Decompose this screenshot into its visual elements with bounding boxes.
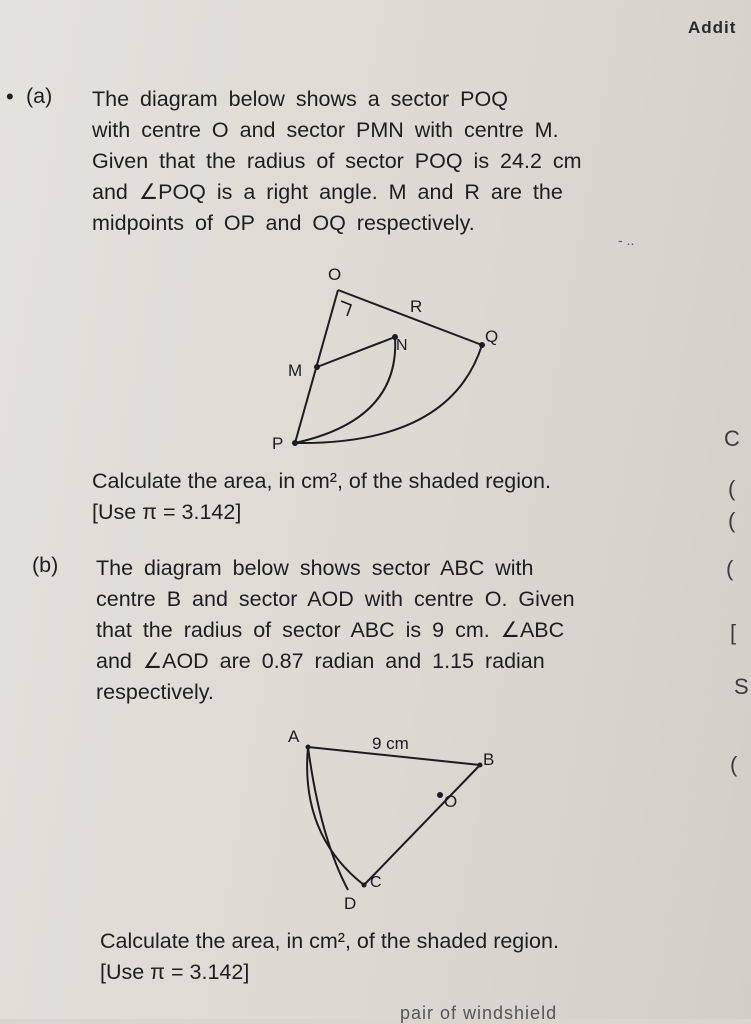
label-d: D <box>344 894 357 913</box>
margin-mark-4: ( <box>726 556 734 581</box>
part-b-label: (b) <box>32 553 59 577</box>
part-a-line-3: Given that the radius of sector POQ is 24.2 cm <box>92 149 582 173</box>
part-a-question-2: [Use π = 3.142] <box>92 500 242 524</box>
label-a: A <box>288 727 300 746</box>
margin-mark-1: C <box>724 426 740 451</box>
label-q: Q <box>485 327 499 346</box>
label-o: O <box>328 265 342 284</box>
part-b-line-3: that the radius of sector ABC is 9 cm. ∠ABC <box>96 618 565 642</box>
point-o <box>437 792 443 798</box>
label-n: N <box>396 337 408 354</box>
point-c <box>362 883 367 888</box>
diagram-b <box>280 725 520 920</box>
footer-fragment: pair of windshield <box>400 1003 558 1023</box>
part-a-question <box>92 466 672 528</box>
label-p: P <box>272 434 284 453</box>
label-c: C <box>370 874 382 891</box>
part-a-text <box>92 84 672 239</box>
part-a-question-1: Calculate the area, in cm², of the shaded region. <box>92 469 551 493</box>
margin-mark-5: [ <box>730 620 737 645</box>
point-b <box>478 763 483 768</box>
part-b-line-5: respectively. <box>96 680 214 704</box>
part-a-line-2: with centre O and sector PMN with centre M. <box>92 118 559 142</box>
diagram-a <box>260 260 520 460</box>
part-b-question <box>100 926 680 988</box>
point-m <box>314 364 320 370</box>
line-mn <box>317 337 395 367</box>
part-b-line-4: and ∠AOD are 0.87 radian and 1.15 radian <box>96 649 545 673</box>
part-b-line-2: centre B and sector AOD with centre O. Given <box>96 587 575 611</box>
part-b-line-1: The diagram below shows sector ABC with <box>96 556 534 580</box>
label-length: 9 cm <box>372 734 409 753</box>
label-m: M <box>288 361 303 380</box>
part-a-line-1: The diagram below shows a sector POQ <box>92 87 508 111</box>
margin-mark-3: ( <box>728 508 736 533</box>
point-p <box>292 440 298 446</box>
part-b-question-2: [Use π = 3.142] <box>100 960 250 984</box>
label-o-b: O <box>444 792 458 811</box>
part-b-text <box>96 553 676 708</box>
header-fragment: Addit <box>688 18 737 37</box>
right-angle-marker <box>341 301 351 316</box>
bullet-dot: • <box>6 84 14 109</box>
label-r: R <box>410 297 423 316</box>
margin-mark-2: ( <box>728 476 736 501</box>
part-a-line-4: and ∠POQ is a right angle. M and R are the <box>92 180 563 204</box>
radius-bc <box>364 765 480 885</box>
label-b: B <box>483 750 495 769</box>
margin-mark-7: ( <box>730 752 738 777</box>
part-b-question-1: Calculate the area, in cm², of the shaded region. <box>100 929 559 953</box>
arc-ad <box>308 747 348 890</box>
point-a <box>306 745 311 750</box>
part-a-line-5: midpoints of OP and OQ respectively. <box>92 211 475 235</box>
pencil-marks: - .. <box>618 232 635 248</box>
arc-pq <box>295 345 482 443</box>
part-a-label: (a) <box>26 84 53 108</box>
margin-mark-6: S <box>734 674 749 699</box>
